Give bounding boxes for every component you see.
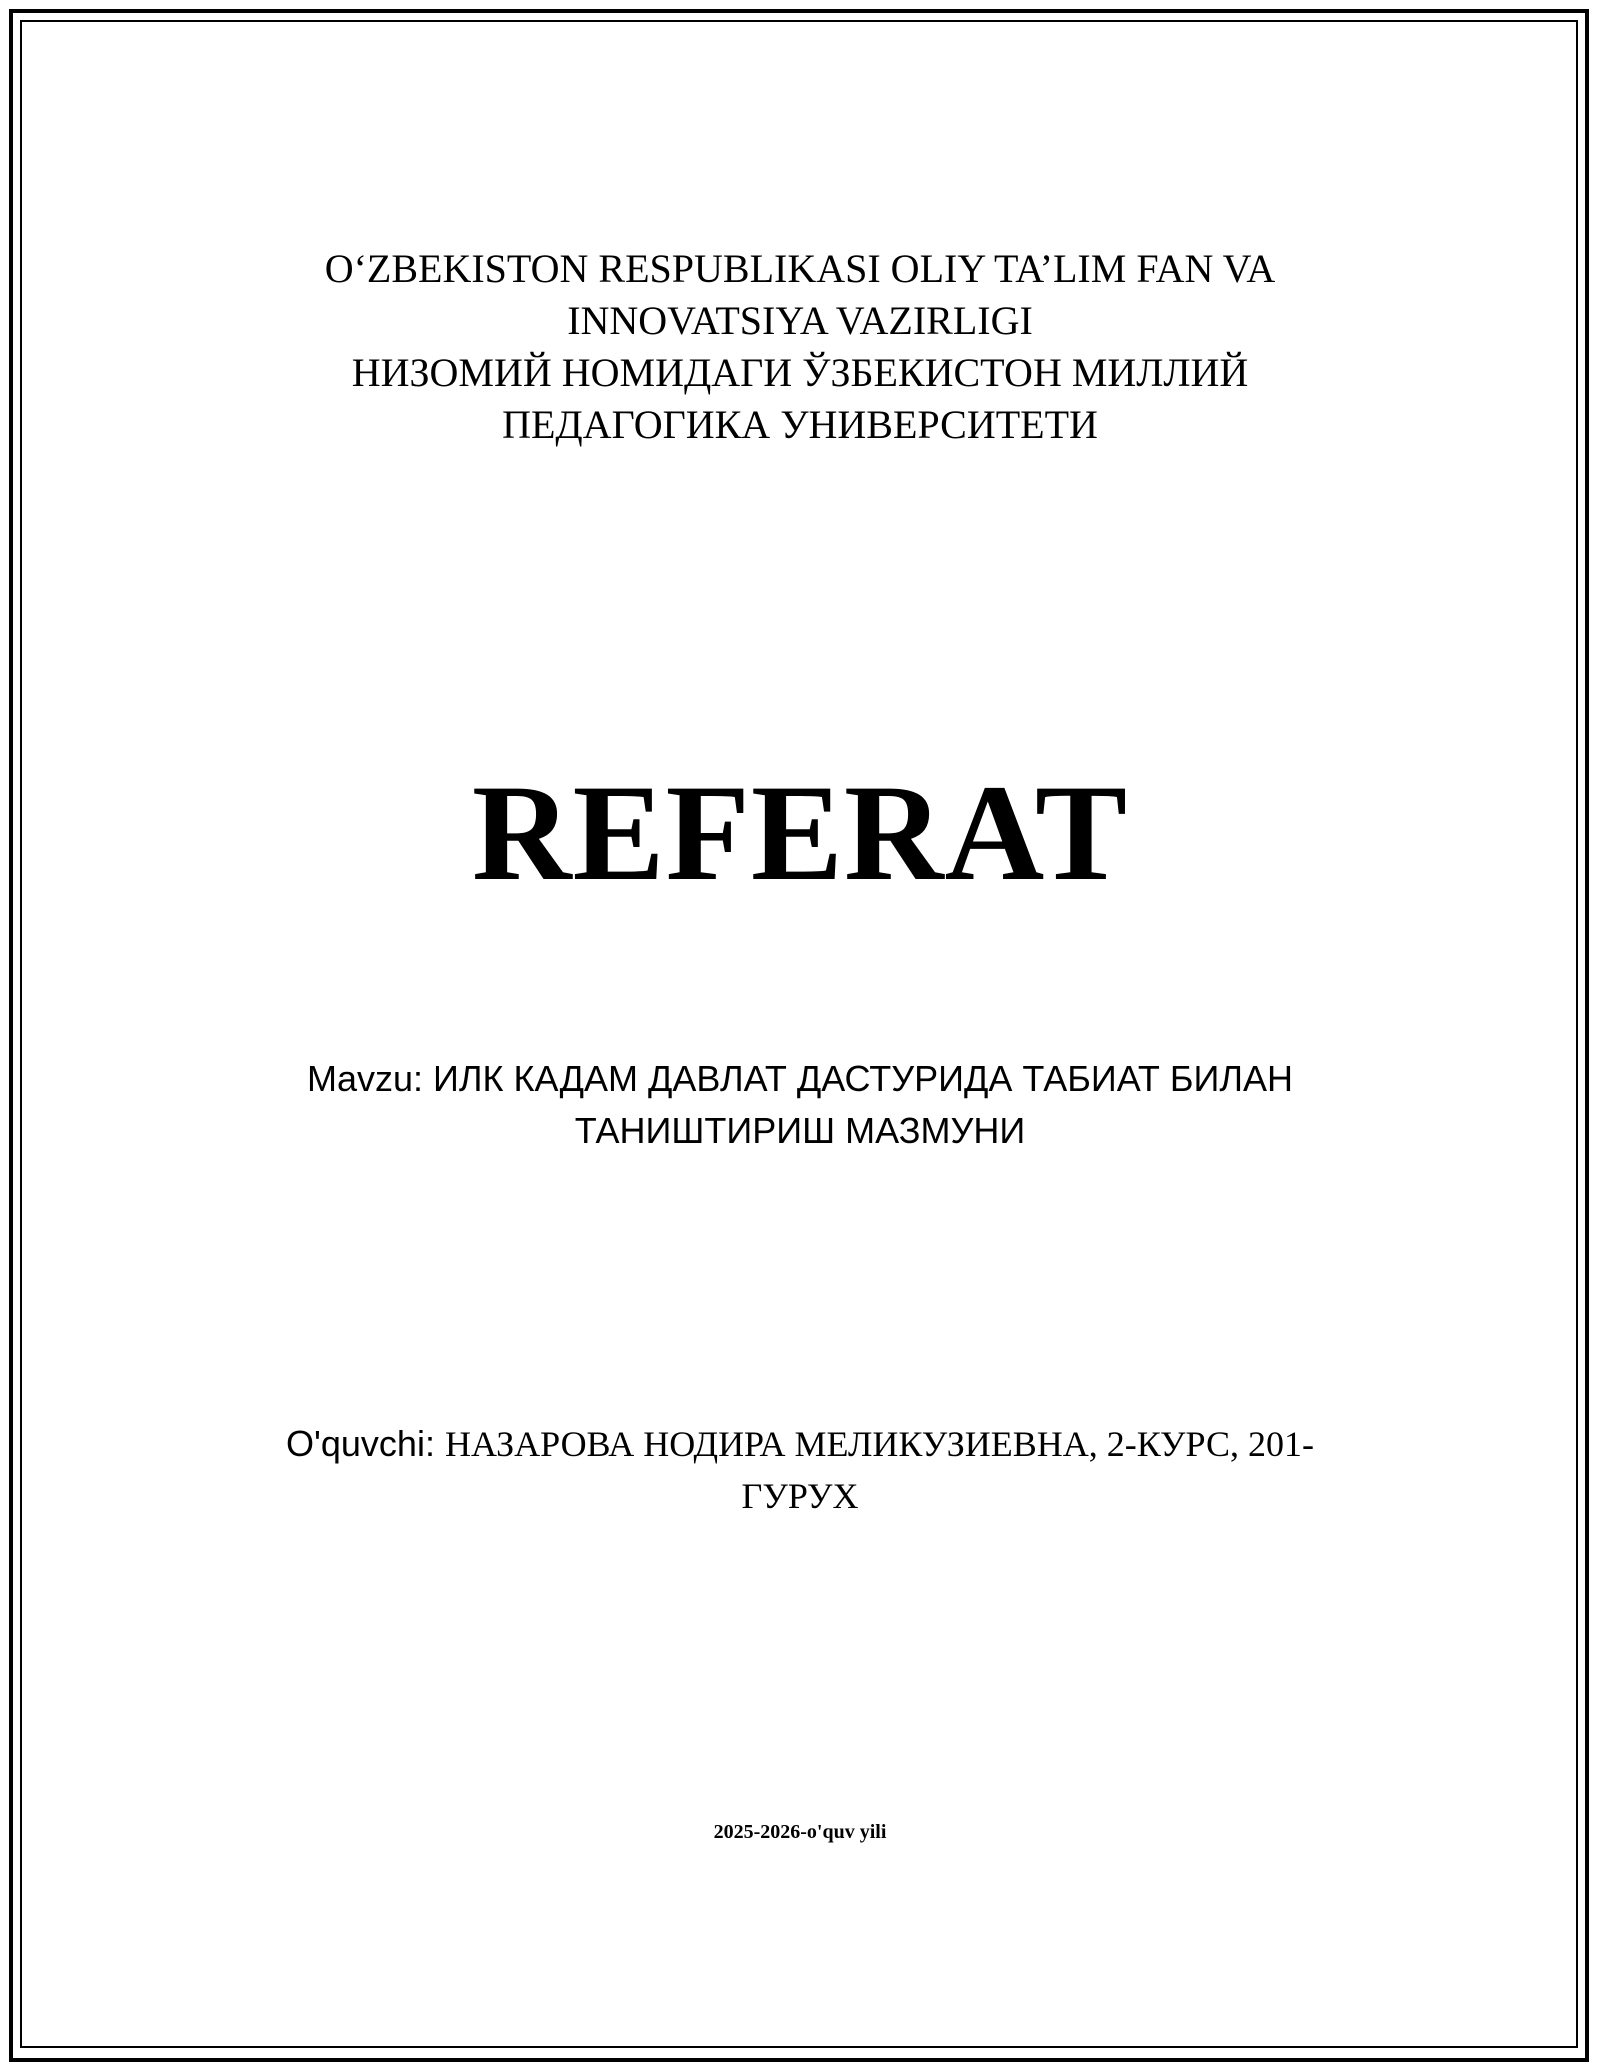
university-line-1: НИЗОМИЙ НОМИДАГИ ЎЗБЕКИСТОН МИЛЛИЙ	[351, 350, 1249, 395]
student-line-1	[0, 1418, 1600, 1470]
student-text-1: НАЗАРОВА НОДИРА МЕЛИКУЗИЕВНА, 2-КУРС, 201-	[444, 1424, 1314, 1464]
academic-year: 2025-2026-o'quv yili	[713, 1821, 887, 1843]
topic-line-2: ТАНИШТИРИШ МАЗМУНИ	[574, 1110, 1026, 1151]
topic-block	[0, 1053, 1600, 1157]
ministry-header	[0, 243, 1600, 451]
student-line-2: ГУРУХ	[741, 1476, 859, 1516]
topic-line-1	[0, 1053, 1600, 1105]
student-label: O'quvchi:	[286, 1423, 445, 1464]
student-block	[0, 1418, 1600, 1522]
topic-text-1: ИЛК КАДАМ ДАВЛАТ ДАСТУРИДА ТАБИАТ БИЛАН	[433, 1058, 1294, 1099]
ministry-line-1: O‘ZBEKISTON RESPUBLIKASI OLIY TA’LIM FAN VA	[324, 246, 1276, 291]
university-line-2: ПЕДАГОГИКА УНИВЕРСИТЕТИ	[502, 402, 1098, 447]
topic-label: Mavzu:	[306, 1058, 433, 1099]
document-title: REFERAT	[471, 756, 1129, 909]
ministry-line-2: INNOVATSIYA VAZIRLIGI	[567, 298, 1033, 343]
